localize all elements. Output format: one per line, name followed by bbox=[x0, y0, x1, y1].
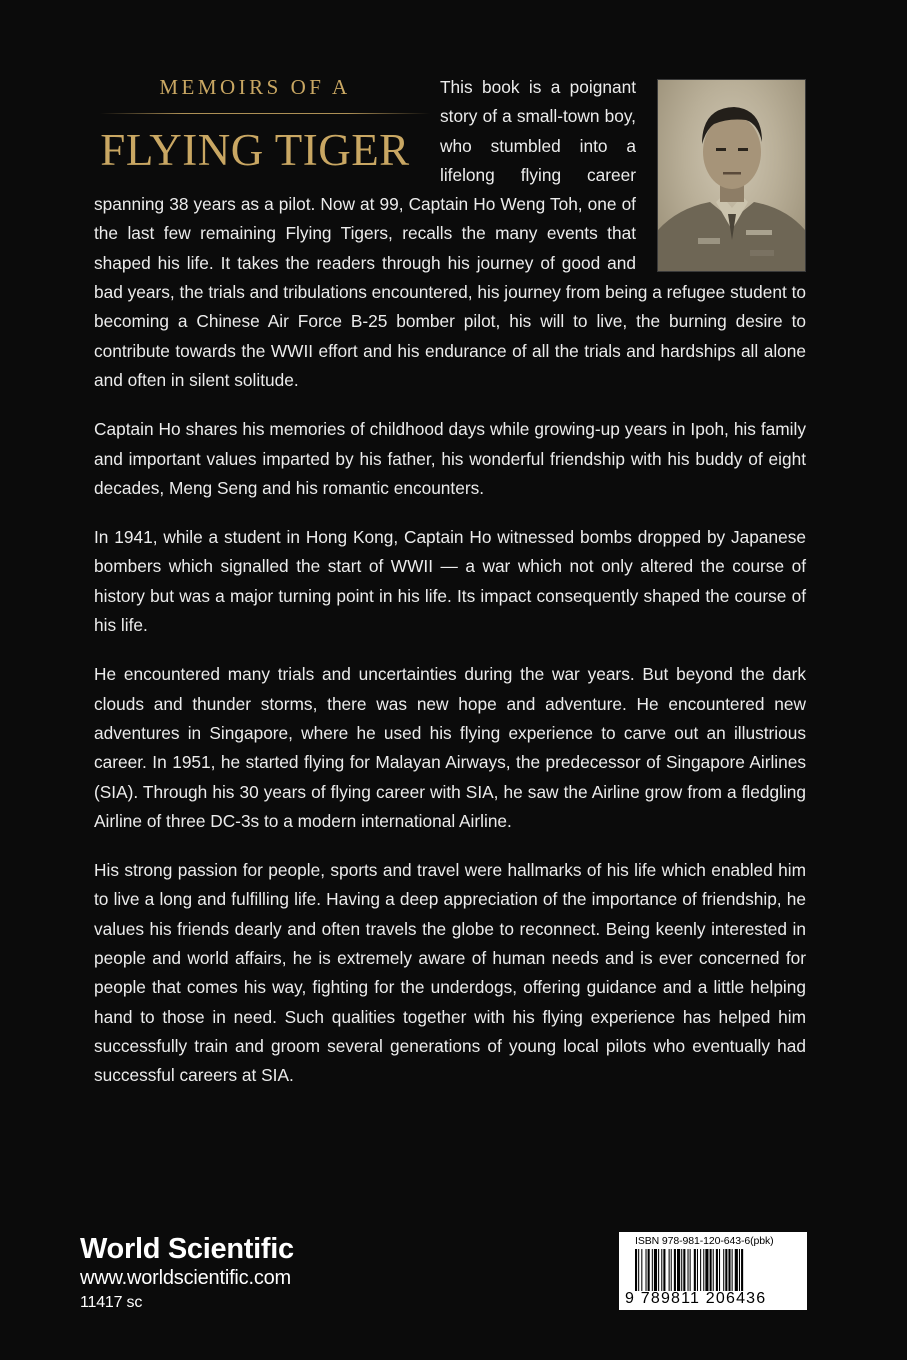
barcode-bar bbox=[725, 1249, 727, 1291]
barcode-bar bbox=[652, 1249, 653, 1291]
title-top-line: MEMOIRS OF A bbox=[159, 75, 351, 99]
barcode-bar bbox=[697, 1249, 698, 1291]
barcode-bar bbox=[716, 1249, 718, 1291]
barcode-bar bbox=[713, 1249, 714, 1291]
barcode-bar bbox=[669, 1249, 670, 1291]
barcode-bar bbox=[638, 1249, 639, 1291]
barcode-bar bbox=[694, 1249, 696, 1291]
blurb-paragraph-1: This book is a poignant story of a small-town boy, who stumbled into a lifelong flying career spanning 38 years as a pilot. Now at 99, Captain Ho Weng Toh, one of the last few remaining Flying Tigers, recalls the many events that shaped his life. It takes the readers through his journey of good and bad years, the trials and tribulations encountered, his journey from being a refugee student to becoming a Chinese Air Force B-25 bomber pilot, his will to live, the burning desire to contribute towards the WWII effort and his endurance of all the trials and hardships all alone and often in silent solitude. bbox=[94, 77, 806, 390]
barcode-bar bbox=[681, 1249, 682, 1291]
blurb-text bbox=[94, 73, 806, 1111]
isbn-barcode bbox=[619, 1232, 807, 1310]
barcode-bar bbox=[719, 1249, 720, 1291]
title-main: FLYING TIGER bbox=[100, 125, 410, 175]
barcode-bar bbox=[674, 1249, 676, 1291]
barcode-bar bbox=[723, 1249, 724, 1291]
barcode-bar bbox=[690, 1249, 691, 1291]
barcode-bar bbox=[671, 1249, 672, 1291]
barcode-bar bbox=[703, 1249, 704, 1291]
barcode-bar bbox=[646, 1249, 647, 1291]
barcode-bar bbox=[677, 1249, 680, 1291]
blurb-paragraph-2: Captain Ho shares his memories of childhood days while growing-up years in Ipoh, his family and important values imparted by his father, his wonderful friendship with his buddy of eight decades, Meng Seng and his romantic encounters. bbox=[94, 419, 806, 498]
barcode-bar bbox=[705, 1249, 708, 1291]
isbn-label: ISBN 978-981-120-643-6(pbk) bbox=[635, 1235, 774, 1247]
barcode-bar bbox=[654, 1249, 657, 1291]
barcode-bar bbox=[741, 1249, 743, 1291]
barcode-bar bbox=[739, 1249, 740, 1291]
publisher-name: World Scientific bbox=[80, 1233, 294, 1265]
barcode-bar bbox=[683, 1249, 685, 1291]
barcode-bar bbox=[710, 1249, 712, 1291]
barcode-bar bbox=[728, 1249, 730, 1291]
barcode-bar bbox=[732, 1249, 733, 1291]
barcode-bar bbox=[635, 1249, 637, 1291]
barcode-bar bbox=[663, 1249, 665, 1291]
barcode-bar bbox=[661, 1249, 662, 1291]
barcode-bar bbox=[648, 1249, 650, 1291]
blurb-paragraph-5: His strong passion for people, sports and travel were hallmarks of his life which enabled him to live a long and fulfilling life. Having a deep appreciation of the importance of friendship, he values his friends dearly and often travels the globe to reconnect. Being keenly interested in people and world affairs, he is extremely aware of human needs and is ever concerned for people that comes his way, fighting for the underdogs, offering guidance and a little helping hand to those in need. Such qualities together with his flying experience has helped him successfully train and groom several generations of young local pilots who eventually had successful careers at SIA. bbox=[94, 860, 806, 1086]
barcode-bar bbox=[641, 1249, 642, 1291]
barcode-bar bbox=[735, 1249, 738, 1291]
barcode-bars bbox=[635, 1249, 795, 1291]
barcode-bar bbox=[700, 1249, 701, 1291]
barcode-bar bbox=[688, 1249, 689, 1291]
publisher-block bbox=[80, 1232, 294, 1314]
barcode-bar bbox=[658, 1249, 659, 1291]
publisher-code: 11417 sc bbox=[80, 1294, 143, 1311]
barcode-digits: 9 789811 206436 bbox=[625, 1290, 767, 1307]
blurb-paragraph-4: He encountered many trials and uncertainties during the war years. But beyond the dark clouds and thunder storms, there was new hope and adventure. He encountered new adventures in Singapore, where he used his flying experience to carve out an illustrious career. In 1951, he started flying for Malayan Airways, the predecessor of Singapore Airlines (SIA). Through his 30 years of flying career with SIA, he saw the Airline grow from a fledgling Airline of three DC-3s to a modern international Airline. bbox=[94, 664, 806, 831]
publisher-url: www.worldscientific.com bbox=[80, 1267, 292, 1289]
blurb-paragraph-3: In 1941, while a student in Hong Kong, Captain Ho witnessed bombs dropped by Japanese bombers which signalled the start of WWII — a war which not only altered the course of history but was a major turning point in his life. Its impact consequently shaped the course of his life. bbox=[94, 527, 806, 636]
